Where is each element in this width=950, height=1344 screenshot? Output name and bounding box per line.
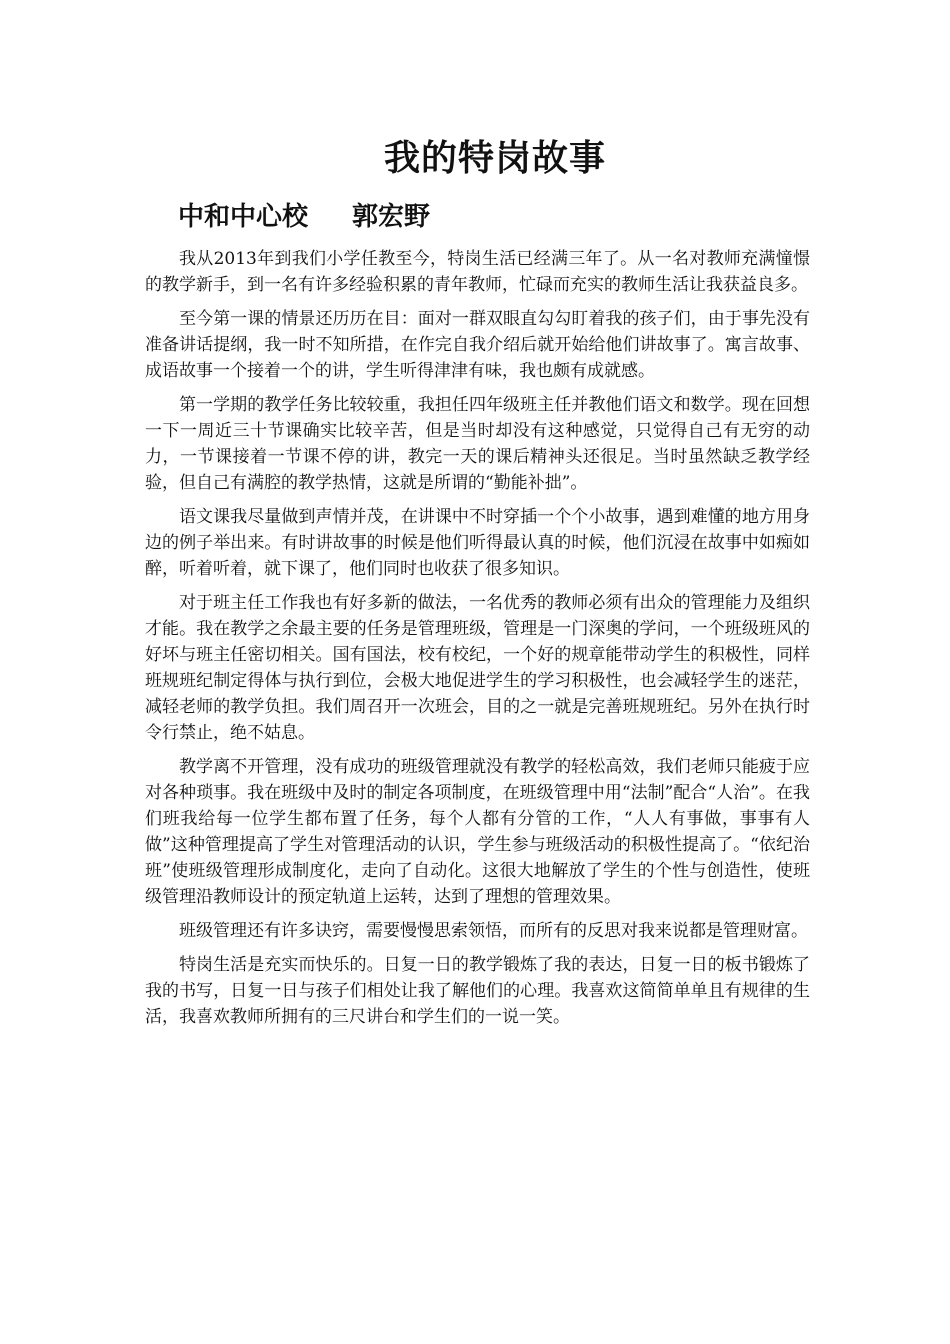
school-name: 中和中心校 bbox=[178, 202, 309, 232]
paragraph: 对于班主任工作我也有好多新的做法，一名优秀的教师必须有出众的管理能力及组织才能。我在教学之余最主要的任务是管理班级，管理是一门深奥的学问，一个班级班风的好坏与班主任密切相关。国有国法，校有校纪，一个好的规章能带动学生的积极性，同样班规班纪制定得体与执行到位，会极大地促进学生的学习积极性，也会减轻学生的迷茫，减轻老师的教学负担。我们周召开一次班会，目的之一就是完善班规班纪。另外在执行时令行禁止，绝不姑息。 bbox=[145, 593, 810, 743]
paragraph: 教学离不开管理，没有成功的班级管理就没有教学的轻松高效，我们老师只能疲于应对各种琐事。我在班级中及时的制定各项制度，在班级管理中用“法制”配合“人治”。在我们班我给每一位学生都布置了任务，每个人都有分管的工作，“人人有事做，事事有人做”这种管理提高了学生对管理活动的认识，学生参与班级活动的积极性提高了。“依纪治班”使班级管理形成制度化，走向了自动化。这很大地解放了学生的个性与创造性，使班级管理沿教师设计的预定轨道上运转，达到了理想的管理效果。 bbox=[145, 757, 810, 907]
paragraph: 班级管理还有许多诀窍，需要慢慢思索领悟，而所有的反思对我来说都是管理财富。 bbox=[179, 921, 808, 941]
article-body bbox=[145, 246, 810, 1038]
paragraph: 语文课我尽量做到声情并茂，在讲课中不时穿插一个个小故事，遇到难懂的地方用身边的例子举出来。有时讲故事的时候是他们听得最认真的时候，他们沉浸在故事中如痴如醉，听着听着，就下课了，他们同时也收获了很多知识。 bbox=[145, 507, 810, 579]
byline bbox=[178, 196, 430, 233]
author-name: 郭宏野 bbox=[352, 202, 431, 232]
paragraph: 至今第一课的情景还历历在目：面对一群双眼直勾勾盯着我的孩子们，由于事先没有准备讲话提纲，我一时不知所措，在作完自我介绍后就开始给他们讲故事了。寓言故事、成语故事一个接着一个的讲，学生听得津津有味，我也颇有成就感。 bbox=[145, 309, 810, 381]
paragraph: 我从2013年到我们小学任教至今，特岗生活已经满三年了。从一名对教师充满憧憬的教学新手，到一名有许多经验积累的青年教师，忙碌而充实的教师生活让我获益良多。 bbox=[145, 249, 810, 295]
document-title: 我的特岗故事 bbox=[383, 137, 606, 179]
paragraph: 特岗生活是充实而快乐的。日复一日的教学锻炼了我的表达，日复一日的板书锻炼了我的书写，日复一日与孩子们相处让我了解他们的心理。我喜欢这简简单单且有规律的生活，我喜欢教师所拥有的三尺讲台和学生们的一说一笑。 bbox=[145, 955, 810, 1027]
paragraph: 第一学期的教学任务比较较重，我担任四年级班主任并教他们语文和数学。现在回想一下一周近三十节课确实比较辛苦，但是当时却没有这种感觉，只觉得自己有无穷的动力，一节课接着一节课不停的讲，教完一天的课后精神头还很足。当时虽然缺乏教学经验，但自己有满腔的教学热情，这就是所谓的“勤能补拙”。 bbox=[145, 395, 810, 493]
